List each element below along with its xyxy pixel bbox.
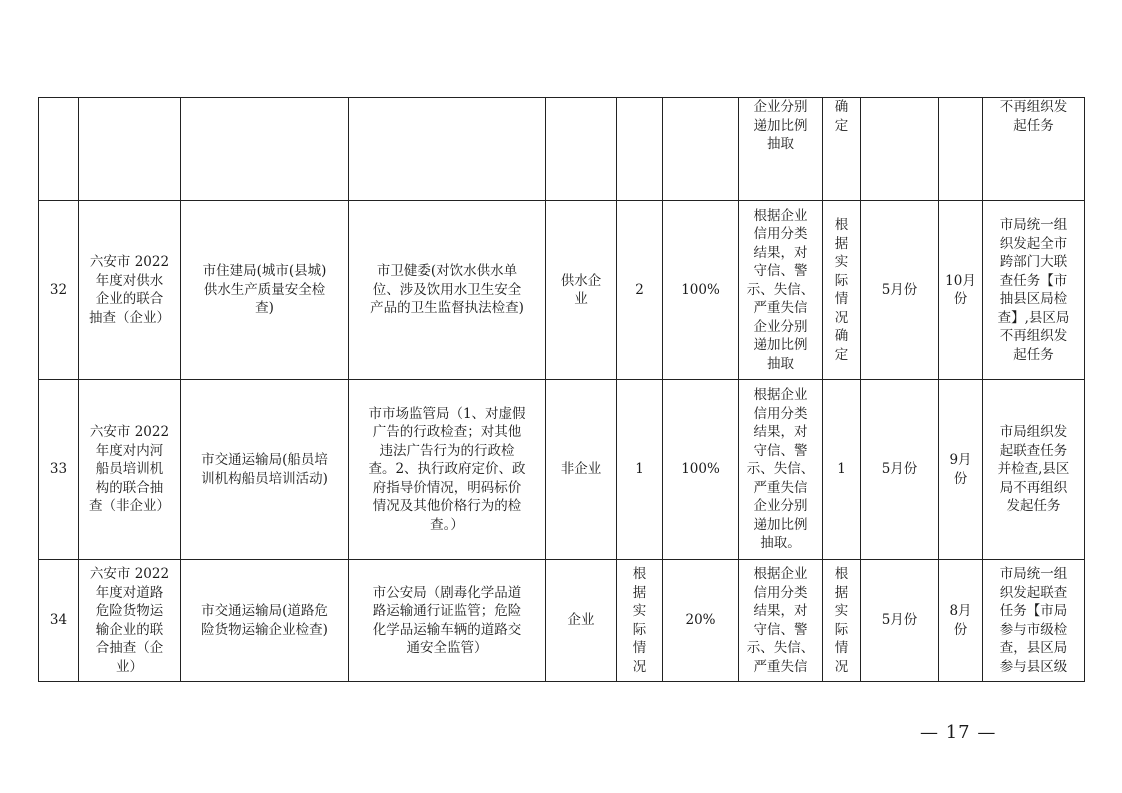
- initiating-department: [181, 98, 349, 201]
- sampling-ratio: 20%: [663, 560, 739, 682]
- table-row: [39, 560, 1085, 682]
- sampling-amount: 1: [823, 380, 861, 560]
- target-count: 1: [617, 380, 663, 560]
- check-target: 企业: [546, 560, 617, 682]
- initiating-department: 市交通运输局(船员培 训机构船员培训活动): [181, 380, 349, 560]
- row-number: [39, 98, 79, 201]
- end-time: 9月 份: [939, 380, 983, 560]
- sampling-ratio: 100%: [663, 201, 739, 380]
- joint-departments: [349, 98, 546, 201]
- table-row: [39, 380, 1085, 560]
- start-time: [861, 98, 939, 201]
- check-target: 供水企 业: [546, 201, 617, 380]
- end-time: 8月 份: [939, 560, 983, 682]
- joint-departments: 市卫健委(对饮水供水单 位、涉及饮用水卫生安全 产品的卫生监督执法检查): [349, 201, 546, 380]
- initiating-department: 市住建局(城市(县城) 供水生产质量安全检 查): [181, 201, 349, 380]
- start-time: 5月份: [861, 380, 939, 560]
- initiating-department: 市交通运输局(道路危 险货物运输企业检查): [181, 560, 349, 682]
- sampling-method: 根据企业 信用分类 结果，对 守信、警 示、失信、 严重失信: [739, 560, 823, 682]
- remarks: 市局组织发 起联查任务 并检查,县区 局不再组织 发起任务: [983, 380, 1085, 560]
- remarks: 不再组织发 起任务: [983, 98, 1085, 201]
- target-count: [617, 98, 663, 201]
- check-target: 非企业: [546, 380, 617, 560]
- task-name: 六安市 2022 年度对供水 企业的联合 抽查（企业）: [79, 201, 181, 380]
- start-time: 5月份: [861, 201, 939, 380]
- check-target: [546, 98, 617, 201]
- row-number: 33: [39, 380, 79, 560]
- row-number: 34: [39, 560, 79, 682]
- row-number: 32: [39, 201, 79, 380]
- sampling-method: 企业分别 递加比例 抽取: [739, 98, 823, 201]
- task-name: 六安市 2022 年度对内河 船员培训机 构的联合抽 查（非企业）: [79, 380, 181, 560]
- remarks: 市局统一组 织发起全市 跨部门大联 查任务【市 抽县区局检 查】,县区局 不再组织发 起任务: [983, 201, 1085, 380]
- end-time: [939, 98, 983, 201]
- task-name: [79, 98, 181, 201]
- sampling-amount: 根 据 实 际 情 况: [823, 560, 861, 682]
- remarks: 市局统一组 织发起联查 任务【市局 参与市级检 查，县区局 参与县区级: [983, 560, 1085, 682]
- spot-check-table: [38, 97, 1085, 682]
- joint-departments: 市公安局（剧毒化学品道 路运输通行证监管；危险 化学品运输车辆的道路交 通安全监管）: [349, 560, 546, 682]
- sampling-amount: 确 定: [823, 98, 861, 201]
- task-name: 六安市 2022 年度对道路 危险货物运 输企业的联 合抽查（企 业）: [79, 560, 181, 682]
- target-count: 根 据 实 际 情 况: [617, 560, 663, 682]
- sampling-ratio: 100%: [663, 380, 739, 560]
- table-row: [39, 98, 1085, 201]
- sampling-ratio: [663, 98, 739, 201]
- start-time: 5月份: [861, 560, 939, 682]
- sampling-amount: 根 据 实 际 情 况 确 定: [823, 201, 861, 380]
- sampling-method: 根据企业 信用分类 结果，对 守信、警 示、失信、 严重失信 企业分别 递加比例 抽取: [739, 201, 823, 380]
- target-count: 2: [617, 201, 663, 380]
- page-number: — 17 —: [920, 722, 997, 743]
- joint-departments: 市市场监管局（1、对虚假 广告的行政检查；对其他 违法广告行为的行政检 查。2、执行政府定价、政 府指导价情况，明码标价 情况及其他价格行为的检 查。）: [349, 380, 546, 560]
- table-row: [39, 201, 1085, 380]
- sampling-method: 根据企业 信用分类 结果，对 守信、警 示、失信、 严重失信 企业分别 递加比例 抽取。: [739, 380, 823, 560]
- end-time: 10月 份: [939, 201, 983, 380]
